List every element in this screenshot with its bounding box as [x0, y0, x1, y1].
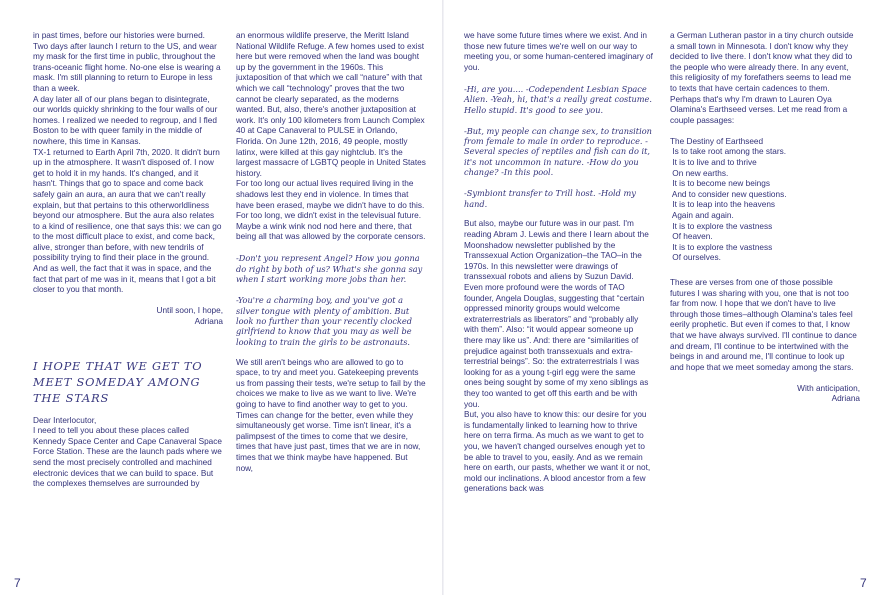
signature: Adriana [194, 316, 223, 326]
paragraph: I need to tell you about these places called Kennedy Space Center and Cape Canaveral Space Force Station. These are the launch pads where we send the most precisely controlled and machined electronic devices that we can build to space. But the complexes themselves are surrounded by [33, 426, 222, 489]
dialogue-quote: -Don't you represent Angel? How you gonna do right by both of us? What's she gonna say when I start working more jobs than her. [236, 253, 423, 285]
column-1 [33, 31, 223, 490]
poem-line: Of heaven. [670, 232, 713, 242]
paragraph: And as well, the fact that it was in space, and the fact that part of me was in it, means that I got a bit closer to you that month. [33, 264, 216, 295]
column-3 [464, 31, 654, 495]
section-heading: I HOPE THAT WE GET TO MEET SOMEDAY AMONG THE STARS [33, 358, 203, 405]
dialogue-quote: -Symbiont transfer to Trill host. -Hold my hand. [464, 188, 636, 209]
poem-line: Again and again. [670, 211, 734, 220]
paragraph: We still aren't beings who are allowed to go to space, to try and meet you. Gatekeeping prevents us from passing their tests, we're setup to fail by the choices we make to live as we want to live. We're going to have to find another way to get to you. [236, 357, 426, 409]
dialogue-quote: -Hi, are you.... -Codependent Lesbian Space Alien. -Yeah, hi, that's a really great costume. [464, 83, 652, 105]
poem-title: The Destiny of Earthseed [670, 136, 764, 146]
paragraph: a German Lutheran pastor in a tiny church outside a small town in Minnesota. I don't know why they decided to live there. I don't know what they did to the people who were already there. In any event, this religiosity of my forefathers seems to lead me to texts that have certain cadences to them. Perhaps that's why I'm drawn to Lauren Oya Olamina's Earthseed verses. Let me read from a couple passages: [670, 31, 854, 125]
paragraph: For too long, we didn't exist in the televisual future. Maybe a wink wink nod nod here and there, that being all that was allowed by the corporate censors. [236, 211, 426, 242]
page-number-right: 7 [860, 576, 867, 590]
column-4 [670, 31, 860, 405]
paragraph: Two days after launch I return to the US, and wear my mask for the first time in public, throughout the trans-oceanic flight home. No-one else is wearing a mask. I'm still planning to return to Europe in less than a week. [33, 41, 221, 93]
signoff: Until soon, I hope, [156, 306, 223, 316]
paragraph: we have some future times where we exist. And in those new future times we're well on our way to meeting you, or some human-centered imaginary of you. [464, 31, 653, 72]
salutation: Dear Interlocutor, [33, 415, 97, 425]
paragraph: TX-1 returned to Earth April 7th, 2020. It didn't burn up in the atmosphere. It wasn't disposed of. I now get to hold it in my hands. It's changed, and it hasn't. Things that go to space and come back safely gain an aura, an aura that we can't really explain, but that pertains to this otherworldliness beyond our atmosphere. But the aura also relates to a kind of resilience, one that says this: we can go to the most difficult place to exist, and come back, alive, stronger than before, with new tendrils of possibility trying to find their place in the ground. [33, 147, 222, 263]
column-2 [236, 31, 426, 474]
poem-line: It is to leap into the heavens [670, 200, 776, 210]
paragraph: But also, maybe our future was in our past. I'm reading Abram J. Lewis and there I learn about the Moonshadow newsletter published by the Transsexual Action Organization–the TAO–in the 1970s. In this newsletter were drawings of transsexual robots and aliens by Suzun David. Even more profound were the words of TAO founder, Angela Douglas, suggesting that “certain oppressed minority groups would welcome extraterrestrials as liberators” and “probably ally with them”. Also: “it would appear someone up there may like us”. And: there are “similarities of prejudice against both transsexuals and extra-terrestrial beings”. So: the extraterrestrials I was looking for as a young t-girl egg were the same ones being sought by some of my xeno siblings as they too wanted to get off this earth and be with you. [464, 219, 649, 409]
paragraph: an enormous wildlife preserve, the Meritt Island National Wildlife Refuge. A few homes used to exist here but were removed when the land was bought up by the government in the 1960s. This juxtaposition of that which we call “nature” with that which we call “technology” proves that the two cannot be clearly separated, as the moderns wanted. But, also, there's another juxtaposition at work. It's only 100 kilometers from Launch Complex 40 at Cape Canaveral to PULSE in Orlando, Florida. On June 12th, 2016, 49 people, mostly latinx, were killed at this gay nightclub. It's the largest massacre of LGBTQ people in United States history. [236, 31, 426, 178]
left-page [0, 0, 442, 595]
right-page [444, 0, 887, 595]
poem-line: And to consider new questions. [670, 189, 787, 199]
poem-line: Is to take root among the stars. [670, 147, 787, 157]
dialogue-quote: Hello stupid. It's good to see you. [464, 104, 604, 115]
signoff: With anticipation, [797, 383, 860, 393]
dialogue-quote: -You're a charming boy, and you've got a silver tongue with plenty of ambition. But look no further than your recently clocked girlfriend to know that you may as well be looking to train the girls to be astronauts. [236, 295, 413, 347]
dialogue-quote: -But, my people can change sex, to transition from female to male in order to reproduce. -Several species of reptiles and fish can do it, it's not uncommon in nature. -How do you change? -In this pool. [464, 125, 652, 178]
paragraph: But, you also have to know this: our desire for you is fundamentally linked to learning how to thrive here on terra firma. As much as we want to get to you, we haven't changed ourselves enough yet to be able to travel to you, easily. And as we remain here on earth, our pasts, whether we want it or not, mold our inclinations. A blood ancestor from a few generations back was [464, 410, 651, 494]
page-number-left: 7 [14, 576, 21, 590]
paragraph: Times can change for the better, even while they simultaneously get worse. Time isn't linear, it's a palimpsest of the times to come that we desire, times that have just past, times that we are in now, times that we think maybe have happened. But now, [236, 410, 421, 473]
poem-line: It is to live and to thrive [670, 158, 757, 168]
poem-line: It is to explore the vastness [670, 242, 773, 252]
paragraph: These are verses from one of those possible futures I was sharing with you, one that is not too far from now. I hope that we don't have to live through those times–although Olamina's tales feel eerily prophetic. But even if comes to that, I know that we have always survived. I'll continue to dance and dream, I'll continue to be intertwined with the beings in and around me, I'll continue to look up and hope that we meet someday among the stars. [670, 277, 857, 372]
poem-line: It is to explore the vastness [670, 221, 773, 231]
poem-line: On new earths. [670, 168, 729, 178]
paragraph: For too long our actual lives required living in the shadows lest they end in violence. In times that have been erased, maybe we didn't have to do this. [236, 179, 425, 210]
poem-line: Of ourselves. [670, 253, 721, 263]
paragraph: in past times, before our histories were burned. [33, 31, 205, 40]
earthseed-poem [670, 137, 860, 264]
poem-line: It is to become new beings [670, 179, 770, 189]
signature: Adriana [831, 394, 860, 404]
paragraph: A day later all of our plans began to disintegrate, our worlds quickly shrinking to the four walls of our homes. I realized we needed to regroup, and I fled Boston to be with queer family in the middle of nowhere, this time in Kansas. [33, 94, 218, 146]
